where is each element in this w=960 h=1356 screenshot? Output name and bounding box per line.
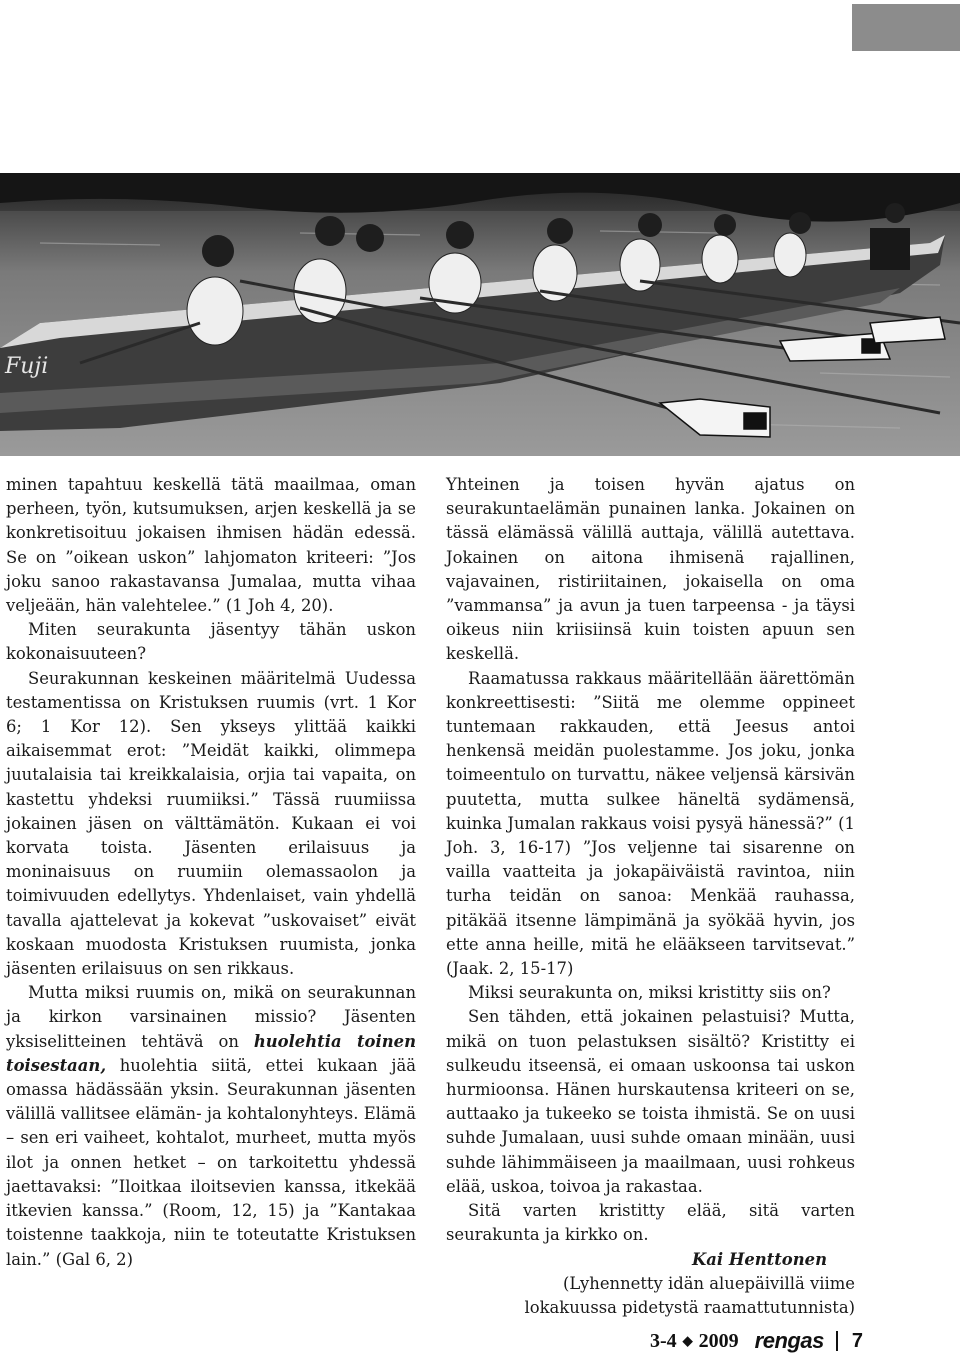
emphasized-text: huolehtia toinen toisestaan, — [6, 1031, 416, 1075]
author-signature — [446, 1248, 855, 1272]
issue-year: 2009 — [698, 1330, 739, 1353]
rowing-boat-photo — [0, 173, 960, 456]
author-name: Kai Henttonen — [692, 1249, 827, 1269]
issue-number: 3-4 — [650, 1330, 677, 1353]
paragraph-question: Miten seurakunta jäsentyy tähän uskon kokonaisuuteen? — [6, 620, 416, 664]
paragraph-question: Miksi seurakunta on, miksi kristitty siis on? — [468, 983, 831, 1003]
paragraph: minen tapahtuu keskellä tätä maailmaa, oman perheen, työn, kutsumuksen, arjen keskellä ja se konkretisoituu jokaisen ihmisen hädän edessä. Se on ”oikean uskon” lahjomaton kriteeri: ”Jos joku sanoo rakastavansa Jumalaa, mutta vihaa veljeään, hän valehtelee.” (1 Joh 4, 20). — [6, 475, 416, 616]
text-run: huolehtia siitä, ettei kukaan jää omassa hädässään yksin. Seurakunnan jäsenten välillä vallitsee elämän- ja kohtalonyhteys. Elämä – sen eri vaiheet, kohtalot, murheet, mutta myös ilot ja onnen hetket – on tarkoitettu yhdessä jaettavaksi: ”Iloitkaa iloitsevien kanssa, itkekää itkevien kanssa.” (Room, 12, 15) ja ”Kantakaa toistenne taakkoja, niin te toteutatte Kristuksen lain.” (Gal 6, 2) — [6, 1055, 416, 1269]
paragraph: Yhteinen ja toisen hyvän ajatus on seurakuntaelämän punainen lanka. Jokainen on tässä elämässä välillä auttaja, välillä autettava. Jokainen on aitona ihmisenä rajallinen, vajavainen, ristiriitainen, jokaisella on oma ”vammansa” ja avun ja tuen tarpeensa - ja täysi oikeus niin kriisiinsä kuin toisten apuun sen keskellä. — [446, 475, 855, 664]
paragraph: Raamatussa rakkaus määritellään äärettömän konkreettisesti: ”Siitä me olemme oppineet tuntemaan rakkauden, että Jeesus antoi henkensä meidän puolestamme. Jos joku, jonka toimeentulo on turvattu, näkee veljensä kärsivän puutetta, mutta sulkee häneltä sydämensä, kuinka Jumalan rakkaus voisi pysyä hänessä?” (1 Joh. 3, 16-17) ”Jos veljenne tai sisarenne on vailla vaatteita ja jokapäiväistä ravintoa, niin turha teidän on sanoa: Menkää rauhassa, pitäkää itsenne lämpimänä ja syökää hyvin, jos ette anna heille, mitä he elääkseen tarvitsevat.” (Jaak. 2, 15-17) — [446, 668, 855, 979]
photo-drawing — [0, 173, 960, 456]
paragraph — [6, 981, 416, 1271]
page-number: 7 — [851, 1330, 863, 1353]
corner-tab — [852, 4, 960, 51]
paragraph: Seurakunnan keskeinen määritelmä Uudessa testamentissa on Kristuksen ruumis (vrt. 1 Kor 6; 1 Kor 12). Sen ykseys ylittää kaikki aikaisemmat erot: ”Meidät kaikki, olimmepa juutalaisia tai kreikkalaisia, orjia tai vapaita, on kastettu yhdeksi ruumiiksi.” Tässä ruumiissa jokainen jäsen on välttämätön. Kukaan ei voi korvata toista. Jäsenten erilaisuus ja moninaisuus on ruumiin olemassaolon ja toimivuuden edellytys. Yhdenlaiset, vain yhdellä tavalla ajattelevat ja kokevat ”uskovaiset” eivät koskaan muodosta Kristuksen ruumista, jonka jäsenten erilaisuus on sen rikkaus. — [6, 668, 416, 979]
page-footer — [650, 1325, 950, 1355]
right-column — [446, 473, 855, 1320]
source-note-line: lokakuussa pidetystä raamattutunnista) — [524, 1297, 855, 1317]
magazine-logo: rengas — [754, 1328, 824, 1354]
text-run: Mutta miksi ruumis on, mikä on seurakunnan ja kirkon varsinainen missio? Jäsenten yksiselitteinen tehtävä on — [6, 983, 416, 1051]
left-column — [6, 473, 416, 1272]
paragraph: Sen tähden, että jokainen pelastuisi? Mutta, mikä on tuon pelastuksen sisältö? Kristitty ei sulkeudu itseensä, ei omaan uskoonsa tai uskon hurmioonsa. Hänen hurskautensa kriteeri on se, auttaako ja tukeeko se toista ihmistä. Se on uusi suhde Jumalaan, uusi suhde omaan minään, uusi suhde lähimmäiseen ja maailmaan, uusi rohkeus elää, uskoa, toivoa ja rakastaa. — [446, 1007, 855, 1196]
paragraph: Sitä varten kristitty elää, sitä varten seurakunta ja kirkko on. — [446, 1201, 855, 1245]
source-note-line: (Lyhennetty idän aluepäivillä viime — [563, 1273, 855, 1293]
diamond-icon: ◆ — [682, 1333, 693, 1349]
boat-lettering: Fuji — [5, 354, 49, 379]
footer-divider — [836, 1331, 838, 1351]
